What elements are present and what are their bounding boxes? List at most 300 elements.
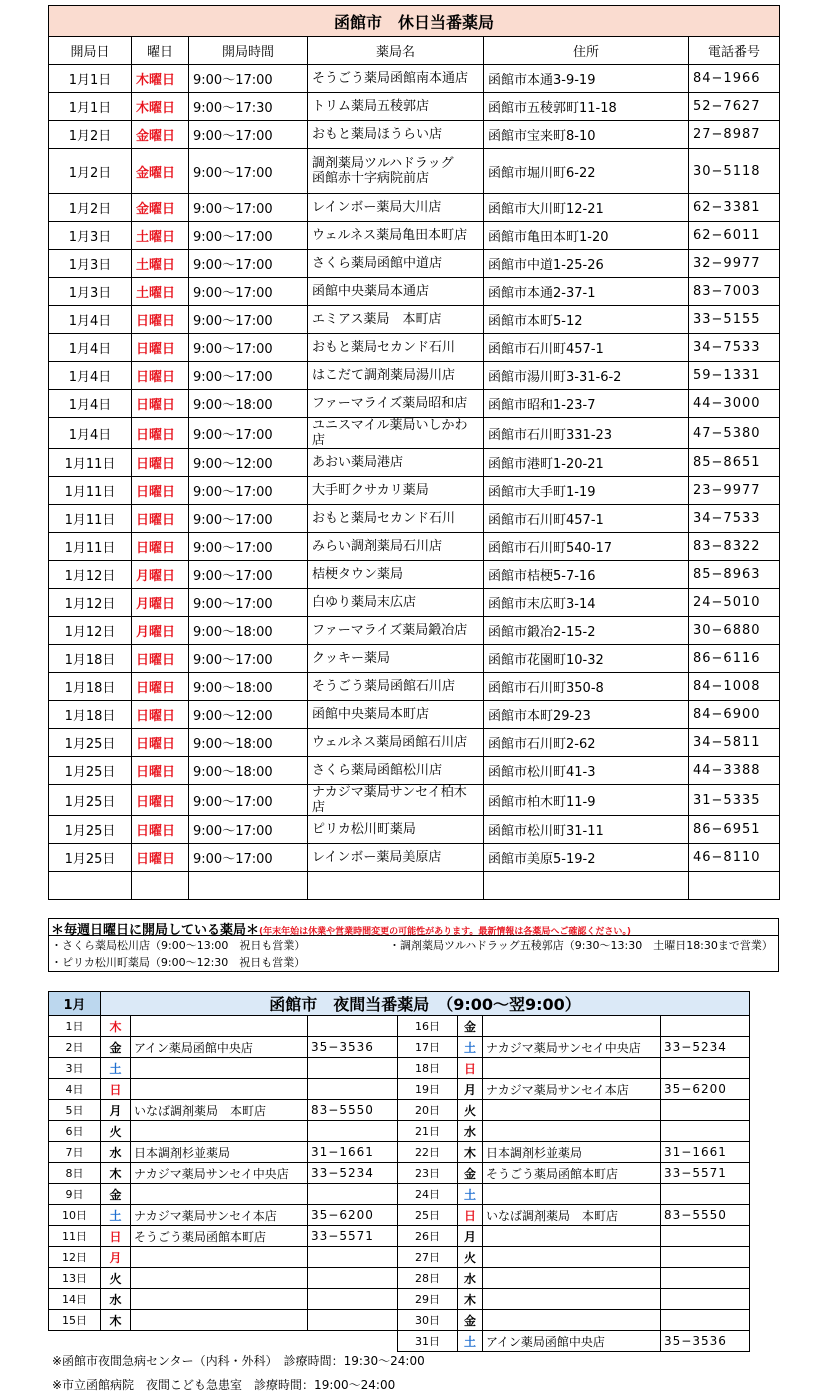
night-pharmacy-name [483, 1226, 661, 1247]
night-date: 18日 [398, 1058, 458, 1079]
holiday-pharmacy-name: エミアス薬局 本町店 [308, 306, 484, 334]
sunday-notes-box [48, 918, 779, 972]
night-weekday: 木 [458, 1142, 483, 1163]
night-weekday: 月 [458, 1226, 483, 1247]
night-date: 2日 [49, 1037, 101, 1058]
holiday-phone: 62−3381 [689, 194, 780, 222]
night-date: 30日 [398, 1310, 458, 1331]
empty-cell [189, 872, 308, 900]
night-phone: 31−1661 [308, 1142, 398, 1163]
holiday-hours: 9:00〜17:00 [189, 278, 308, 306]
holiday-row [49, 505, 780, 533]
night-date: 5日 [49, 1100, 101, 1121]
night-pharmacy-name [483, 1268, 661, 1289]
holiday-pharmacy-name: 函館中央薬局本通店 [308, 278, 484, 306]
holiday-date: 1月4日 [49, 306, 132, 334]
notes-warning: (年末年始は休業や営業時間変更の可能性があります。最新情報は各薬局へご確認ください。) [259, 927, 632, 937]
holiday-date: 1月3日 [49, 250, 132, 278]
night-pharmacy-name: ナカジマ薬局サンセイ中央店 [483, 1037, 661, 1058]
holiday-address: 函館市美原5-19-2 [484, 844, 689, 872]
holiday-date: 1月11日 [49, 449, 132, 477]
night-row [49, 1016, 750, 1037]
night-phone: 31−1661 [661, 1142, 750, 1163]
night-phone [308, 1310, 398, 1331]
holiday-hours: 9:00〜17:00 [189, 65, 308, 93]
night-weekday: 水 [101, 1289, 131, 1310]
night-row [49, 1268, 750, 1289]
holiday-phone: 84−6900 [689, 701, 780, 729]
col-header-day: 曜日 [132, 37, 189, 65]
night-row [49, 1205, 750, 1226]
night-weekday: 金 [458, 1016, 483, 1037]
holiday-address: 函館市石川町540-17 [484, 533, 689, 561]
holiday-row [49, 93, 780, 121]
night-date: 27日 [398, 1247, 458, 1268]
night-date: 3日 [49, 1058, 101, 1079]
holiday-address: 函館市亀田本町1-20 [484, 222, 689, 250]
night-weekday: 土 [101, 1058, 131, 1079]
holiday-pharmacy-name: トリム薬局五稜郭店 [308, 93, 484, 121]
night-pharmacy-name [483, 1058, 661, 1079]
holiday-pharmacy-name: ナカジマ薬局サンセイ柏木店 [308, 785, 484, 816]
holiday-address: 函館市本通3-9-19 [484, 65, 689, 93]
holiday-address: 函館市石川町350-8 [484, 673, 689, 701]
notes-divider [49, 935, 778, 936]
night-phone [661, 1268, 750, 1289]
night-weekday: 土 [458, 1037, 483, 1058]
holiday-phone: 83−8322 [689, 533, 780, 561]
night-phone [308, 1058, 398, 1079]
night-weekday: 木 [101, 1310, 131, 1331]
night-pharmacy-name: ナカジマ薬局サンセイ本店 [483, 1079, 661, 1100]
holiday-pharmacy-name: 調剤薬局ツルハドラッグ 函館赤十字病院前店 [308, 149, 484, 194]
holiday-hours: 9:00〜18:00 [189, 673, 308, 701]
holiday-address: 函館市宝来町8-10 [484, 121, 689, 149]
night-pharmacy-name [131, 1058, 308, 1079]
holiday-date: 1月12日 [49, 589, 132, 617]
holiday-row [49, 222, 780, 250]
holiday-hours: 9:00〜17:00 [189, 589, 308, 617]
night-date: 22日 [398, 1142, 458, 1163]
night-phone [661, 1016, 750, 1037]
night-date: 21日 [398, 1121, 458, 1142]
night-date: 24日 [398, 1184, 458, 1205]
holiday-date: 1月12日 [49, 617, 132, 645]
holiday-weekday: 土曜日 [132, 222, 189, 250]
holiday-row [49, 334, 780, 362]
holiday-row [49, 278, 780, 306]
holiday-date: 1月2日 [49, 194, 132, 222]
night-phone: 33−5571 [661, 1163, 750, 1184]
holiday-phone: 85−8963 [689, 561, 780, 589]
night-pharmacy-name [483, 1184, 661, 1205]
holiday-weekday: 日曜日 [132, 816, 189, 844]
night-pharmacy-name [483, 1016, 661, 1037]
holiday-date: 1月1日 [49, 65, 132, 93]
holiday-phone: 31−5335 [689, 785, 780, 816]
night-pharmacy-name [131, 1016, 308, 1037]
night-pharmacy-name [483, 1247, 661, 1268]
holiday-phone: 30−5118 [689, 149, 780, 194]
holiday-pharmacy-name: ユニスマイル薬局いしかわ店 [308, 418, 484, 449]
holiday-pharmacy-name: 大手町クサカリ薬局 [308, 477, 484, 505]
col-header-pharmacy: 薬局名 [308, 37, 484, 65]
night-weekday: 金 [458, 1310, 483, 1331]
night-phone: 83−5550 [661, 1205, 750, 1226]
night-phone: 35−6200 [308, 1205, 398, 1226]
holiday-weekday: 日曜日 [132, 701, 189, 729]
holiday-phone: 46−8110 [689, 844, 780, 872]
holiday-hours: 9:00〜18:00 [189, 390, 308, 418]
holiday-pharmacy-name: レインボー薬局大川店 [308, 194, 484, 222]
night-weekday: 日 [101, 1079, 131, 1100]
holiday-pharmacy-name: 桔梗タウン薬局 [308, 561, 484, 589]
holiday-hours: 9:00〜17:00 [189, 121, 308, 149]
holiday-address: 函館市石川町2-62 [484, 729, 689, 757]
night-weekday: 日 [458, 1058, 483, 1079]
holiday-row [49, 149, 780, 194]
night-phone [661, 1100, 750, 1121]
holiday-phone: 34−5811 [689, 729, 780, 757]
holiday-address: 函館市石川町331-23 [484, 418, 689, 449]
holiday-weekday: 月曜日 [132, 617, 189, 645]
night-phone [308, 1289, 398, 1310]
night-date: 19日 [398, 1079, 458, 1100]
holiday-row [49, 65, 780, 93]
night-pharmacy-name: いなば調剤薬局 本町店 [131, 1100, 308, 1121]
holiday-phone: 52−7627 [689, 93, 780, 121]
holiday-weekday: 日曜日 [132, 449, 189, 477]
night-date: 16日 [398, 1016, 458, 1037]
holiday-row [49, 194, 780, 222]
blank-cell [49, 1331, 101, 1352]
holiday-hours: 9:00〜18:00 [189, 757, 308, 785]
night-pharmacy-name [131, 1121, 308, 1142]
holiday-hours: 9:00〜17:00 [189, 418, 308, 449]
holiday-date: 1月25日 [49, 844, 132, 872]
night-pharmacy-name: ナカジマ薬局サンセイ本店 [131, 1205, 308, 1226]
holiday-phone: 32−9977 [689, 250, 780, 278]
holiday-title: 函館市 休日当番薬局 [49, 6, 780, 37]
night-table [48, 991, 750, 1352]
blank-cell [101, 1331, 131, 1352]
holiday-address: 函館市末広町3-14 [484, 589, 689, 617]
holiday-hours: 9:00〜17:00 [189, 844, 308, 872]
holiday-pharmacy-name: あおい薬局港店 [308, 449, 484, 477]
holiday-pharmacy-name: みらい調剤薬局石川店 [308, 533, 484, 561]
night-date: 23日 [398, 1163, 458, 1184]
holiday-weekday: 日曜日 [132, 362, 189, 390]
holiday-address: 函館市五稜郭町11-18 [484, 93, 689, 121]
night-weekday: 金 [458, 1163, 483, 1184]
holiday-weekday: 日曜日 [132, 418, 189, 449]
night-weekday: 水 [101, 1142, 131, 1163]
holiday-weekday: 木曜日 [132, 65, 189, 93]
holiday-pharmacy-name: 函館中央薬局本町店 [308, 701, 484, 729]
night-date: 6日 [49, 1121, 101, 1142]
holiday-phone: 34−7533 [689, 505, 780, 533]
night-phone: 35−3536 [308, 1037, 398, 1058]
night-pharmacy-name [483, 1100, 661, 1121]
holiday-pharmacy-name: さくら薬局函館中道店 [308, 250, 484, 278]
holiday-weekday: 日曜日 [132, 645, 189, 673]
holiday-address: 函館市柏木町11-9 [484, 785, 689, 816]
holiday-address: 函館市湯川町3-31-6-2 [484, 362, 689, 390]
night-row [49, 1331, 750, 1352]
holiday-weekday: 日曜日 [132, 785, 189, 816]
holiday-hours: 9:00〜17:00 [189, 785, 308, 816]
night-pharmacy-name: アイン薬局函館中央店 [483, 1331, 661, 1352]
night-weekday: 水 [458, 1121, 483, 1142]
night-phone [661, 1184, 750, 1205]
holiday-weekday: 日曜日 [132, 844, 189, 872]
col-header-phone: 電話番号 [689, 37, 780, 65]
holiday-pharmacy-name: おもと薬局セカンド石川 [308, 505, 484, 533]
holiday-weekday: 日曜日 [132, 729, 189, 757]
holiday-hours: 9:00〜17:00 [189, 334, 308, 362]
night-row [49, 1226, 750, 1247]
holiday-weekday: 金曜日 [132, 149, 189, 194]
night-pharmacy-name: 日本調剤杉並薬局 [131, 1142, 308, 1163]
holiday-pharmacy-name: そうごう薬局函館石川店 [308, 673, 484, 701]
holiday-row [49, 589, 780, 617]
night-row [49, 1289, 750, 1310]
holiday-hours: 9:00〜17:00 [189, 816, 308, 844]
holiday-date: 1月3日 [49, 222, 132, 250]
holiday-weekday: 月曜日 [132, 561, 189, 589]
holiday-address: 函館市大手町1-19 [484, 477, 689, 505]
holiday-hours: 9:00〜17:00 [189, 149, 308, 194]
holiday-address: 函館市中道1-25-26 [484, 250, 689, 278]
night-date: 25日 [398, 1205, 458, 1226]
holiday-date: 1月25日 [49, 785, 132, 816]
holiday-hours: 9:00〜18:00 [189, 617, 308, 645]
holiday-address: 函館市石川町457-1 [484, 334, 689, 362]
night-pharmacy-name [483, 1289, 661, 1310]
night-row [49, 1058, 750, 1079]
holiday-hours: 9:00〜17:00 [189, 306, 308, 334]
night-pharmacy-name [483, 1121, 661, 1142]
holiday-row [49, 418, 780, 449]
holiday-phone: 47−5380 [689, 418, 780, 449]
holiday-row [49, 250, 780, 278]
holiday-address: 函館市松川町41-3 [484, 757, 689, 785]
night-pharmacy-name [131, 1310, 308, 1331]
holiday-pharmacy-name: ファーマライズ薬局鍛冶店 [308, 617, 484, 645]
holiday-phone: 34−7533 [689, 334, 780, 362]
night-phone [661, 1247, 750, 1268]
notes-line-1a: ・さくら薬局松川店（9:00〜13:00 祝日も営業） [51, 939, 306, 952]
notes-line-1b: ・調剤薬局ツルハドラッグ五稜郭店（9:30〜13:30 土曜日18:30まで営業） [389, 939, 773, 952]
night-date: 29日 [398, 1289, 458, 1310]
holiday-phone: 84−1966 [689, 65, 780, 93]
holiday-hours: 9:00〜17:30 [189, 93, 308, 121]
night-date: 4日 [49, 1079, 101, 1100]
holiday-address: 函館市本町29-23 [484, 701, 689, 729]
night-date: 31日 [398, 1331, 458, 1352]
night-pharmacy-name: いなば調剤薬局 本町店 [483, 1205, 661, 1226]
holiday-phone: 27−8987 [689, 121, 780, 149]
night-date: 7日 [49, 1142, 101, 1163]
holiday-phone: 33−5155 [689, 306, 780, 334]
holiday-row [49, 673, 780, 701]
holiday-date: 1月12日 [49, 561, 132, 589]
holiday-pharmacy-name: はこだて調剤薬局湯川店 [308, 362, 484, 390]
blank-cell [131, 1331, 308, 1352]
night-pharmacy-name [131, 1268, 308, 1289]
holiday-address: 函館市大川町12-21 [484, 194, 689, 222]
holiday-row [49, 362, 780, 390]
holiday-date: 1月18日 [49, 701, 132, 729]
night-phone: 35−3536 [661, 1331, 750, 1352]
night-phone [308, 1079, 398, 1100]
night-weekday: 土 [101, 1205, 131, 1226]
night-pharmacy-name: ナカジマ薬局サンセイ中央店 [131, 1163, 308, 1184]
holiday-date: 1月18日 [49, 645, 132, 673]
night-weekday: 月 [458, 1079, 483, 1100]
night-date: 1日 [49, 1016, 101, 1037]
night-pharmacy-name: そうごう薬局函館本町店 [131, 1226, 308, 1247]
holiday-weekday: 土曜日 [132, 250, 189, 278]
night-phone [308, 1016, 398, 1037]
holiday-weekday: 月曜日 [132, 589, 189, 617]
holiday-pharmacy-name: ピリカ松川町薬局 [308, 816, 484, 844]
night-phone: 33−5571 [308, 1226, 398, 1247]
holiday-row [49, 306, 780, 334]
night-phone: 33−5234 [308, 1163, 398, 1184]
holiday-date: 1月11日 [49, 533, 132, 561]
night-date: 13日 [49, 1268, 101, 1289]
night-phone [661, 1121, 750, 1142]
night-phone [308, 1268, 398, 1289]
night-pharmacy-name [483, 1310, 661, 1331]
night-date: 11日 [49, 1226, 101, 1247]
holiday-weekday: 金曜日 [132, 121, 189, 149]
notes-line-2: ・ピリカ松川町薬局（9:00〜12:30 祝日も営業） [51, 956, 306, 969]
night-weekday: 金 [101, 1037, 131, 1058]
night-date: 20日 [398, 1100, 458, 1121]
night-phone [661, 1310, 750, 1331]
holiday-pharmacy-name: レインボー薬局美原店 [308, 844, 484, 872]
holiday-weekday: 日曜日 [132, 334, 189, 362]
night-weekday: 火 [101, 1121, 131, 1142]
night-phone [661, 1058, 750, 1079]
holiday-address: 函館市花園町10-32 [484, 645, 689, 673]
night-date: 8日 [49, 1163, 101, 1184]
holiday-hours: 9:00〜17:00 [189, 533, 308, 561]
holiday-address: 函館市松川町31-11 [484, 816, 689, 844]
night-date: 10日 [49, 1205, 101, 1226]
night-row [49, 1121, 750, 1142]
holiday-phone: 30−6880 [689, 617, 780, 645]
night-row [49, 1037, 750, 1058]
night-weekday: 金 [101, 1184, 131, 1205]
holiday-pharmacy-name: さくら薬局函館松川店 [308, 757, 484, 785]
holiday-address: 函館市港町1-20-21 [484, 449, 689, 477]
holiday-row [49, 701, 780, 729]
night-pharmacy-name [131, 1247, 308, 1268]
night-weekday: 木 [101, 1016, 131, 1037]
holiday-pharmacy-name: おもと薬局ほうらい店 [308, 121, 484, 149]
empty-cell [484, 872, 689, 900]
holiday-phone: 62−6011 [689, 222, 780, 250]
night-phone: 33−5234 [661, 1037, 750, 1058]
holiday-row [49, 449, 780, 477]
holiday-address: 函館市本通2-37-1 [484, 278, 689, 306]
holiday-hours: 9:00〜17:00 [189, 222, 308, 250]
night-phone [661, 1289, 750, 1310]
empty-cell [132, 872, 189, 900]
night-phone [661, 1226, 750, 1247]
holiday-weekday: 日曜日 [132, 505, 189, 533]
night-row [49, 1310, 750, 1331]
footer-note-2: ※市立函館病院 夜間こども急患室 診療時間：19:00〜24:00 [52, 1378, 396, 1392]
night-weekday: 火 [458, 1100, 483, 1121]
holiday-weekday: 木曜日 [132, 93, 189, 121]
night-pharmacy-name [131, 1289, 308, 1310]
night-phone [308, 1121, 398, 1142]
holiday-date: 1月25日 [49, 816, 132, 844]
holiday-hours: 9:00〜12:00 [189, 701, 308, 729]
night-row [49, 1100, 750, 1121]
col-header-date: 開局日 [49, 37, 132, 65]
night-row [49, 1184, 750, 1205]
holiday-date: 1月1日 [49, 93, 132, 121]
holiday-row [49, 785, 780, 816]
night-weekday: 土 [458, 1184, 483, 1205]
night-phone: 83−5550 [308, 1100, 398, 1121]
night-date: 15日 [49, 1310, 101, 1331]
holiday-date: 1月4日 [49, 418, 132, 449]
night-pharmacy-name: 日本調剤杉並薬局 [483, 1142, 661, 1163]
night-weekday: 火 [101, 1268, 131, 1289]
holiday-row [49, 617, 780, 645]
holiday-row [49, 645, 780, 673]
holiday-address: 函館市石川町457-1 [484, 505, 689, 533]
holiday-address: 函館市鍛冶2-15-2 [484, 617, 689, 645]
holiday-date: 1月25日 [49, 729, 132, 757]
holiday-table [48, 5, 780, 900]
holiday-address: 函館市桔梗5-7-16 [484, 561, 689, 589]
night-title: 函館市 夜間当番薬局 （9:00〜翌9:00） [101, 992, 750, 1016]
empty-cell [49, 872, 132, 900]
night-month: 1月 [49, 992, 101, 1016]
holiday-pharmacy-name: 白ゆり薬局末広店 [308, 589, 484, 617]
holiday-weekday: 日曜日 [132, 757, 189, 785]
holiday-address: 函館市昭和1-23-7 [484, 390, 689, 418]
night-phone [308, 1184, 398, 1205]
holiday-date: 1月11日 [49, 477, 132, 505]
holiday-row [49, 121, 780, 149]
night-weekday: 日 [101, 1226, 131, 1247]
night-row [49, 1247, 750, 1268]
holiday-weekday: 金曜日 [132, 194, 189, 222]
holiday-phone: 84−1008 [689, 673, 780, 701]
night-date: 26日 [398, 1226, 458, 1247]
holiday-row [49, 729, 780, 757]
holiday-hours: 9:00〜17:00 [189, 362, 308, 390]
night-weekday: 木 [458, 1289, 483, 1310]
night-phone: 35−6200 [661, 1079, 750, 1100]
night-weekday: 水 [458, 1268, 483, 1289]
holiday-weekday: 日曜日 [132, 390, 189, 418]
night-date: 12日 [49, 1247, 101, 1268]
footer-note-1: ※函館市夜間急病センター（内科・外科） 診療時間：19:30〜24:00 [52, 1354, 425, 1368]
notes-heading: ＊毎週日曜日に開局している薬局＊ [51, 923, 260, 938]
holiday-date: 1月4日 [49, 334, 132, 362]
night-weekday: 火 [458, 1247, 483, 1268]
holiday-header-row [49, 37, 780, 65]
